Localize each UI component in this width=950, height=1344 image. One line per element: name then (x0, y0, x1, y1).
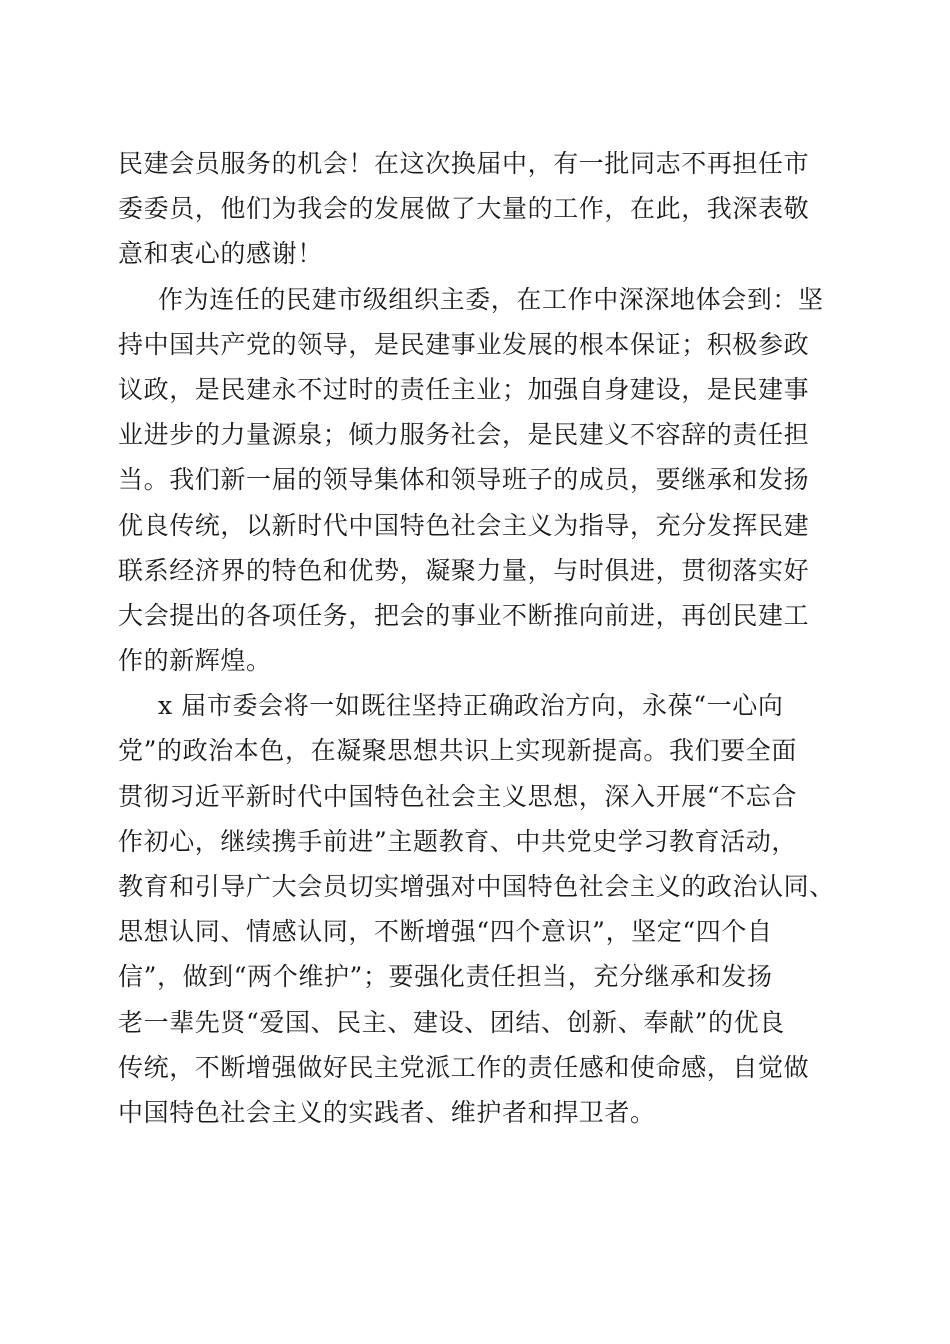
text-line: 教育和引导广大会员切实增强对中国特色社会主义的政治认同、 (118, 872, 835, 901)
text-line: 持中国共产党的领导，是民建事业发展的根本保证；积极参政 (118, 329, 810, 359)
text-line: 民建会员服务的机会！在这次换届中，有一批同志不再担任市 (118, 149, 810, 178)
text-line: 党”的政治本色，在凝聚思想共识上实现新提高。我们要全面 (118, 736, 797, 766)
text-line: 联系经济界的特色和优势，凝聚力量，与时俱进，贯彻落实好 (118, 555, 810, 585)
text-line: 作的新辉煌。 (118, 646, 272, 676)
text-line: 优良传统，以新时代中国特色社会主义为指导，充分发挥民建 (118, 510, 810, 540)
paragraph-1 (118, 141, 838, 277)
text-line: 贯彻习近平新时代中国特色社会主义思想，深入开展“不忘合 (118, 781, 797, 811)
text-line: 作初心，继续携手前进”主题教育、中共党史学习教育活动， (118, 826, 797, 856)
paragraph-3 (118, 683, 838, 1135)
text-line: 信”，做到“两个维护”；要强化责任担当，充分继承和发扬 (118, 962, 773, 992)
text-line: 老一辈先贤“爱国、民主、建设、团结、创新、奉献”的优良 (118, 1007, 785, 1037)
text-line: 大会提出的各项任务，把会的事业不断推向前进，再创民建工 (118, 600, 810, 630)
text-line: 中国特色社会主义的实践者、维护者和捍卫者。 (118, 1097, 656, 1127)
text-line: 委委员，他们为我会的发展做了大量的工作，在此，我深表敬 (118, 194, 810, 224)
text-line: 业进步的力量源泉；倾力服务社会，是民建义不容辞的责任担 (118, 420, 810, 450)
text-line: 意和衷心的感谢！ (118, 239, 323, 269)
text-line: 当。我们新一届的领导集体和领导班子的成员，要继承和发扬 (118, 465, 810, 495)
document-body (118, 141, 838, 1135)
text-line: 作为连任的民建市级组织主委，在工作中深深地体会到：坚 (158, 284, 824, 314)
text-line: 思想认同、情感认同，不断增强“四个意识”，坚定“四个自 (118, 917, 773, 947)
paragraph-2 (118, 277, 838, 684)
text-line: x 届市委会将一如既往坚持正确政治方向，永葆“一心向 (158, 691, 784, 721)
text-line: 传统，不断增强做好民主党派工作的责任感和使命感，自觉做 (118, 1052, 810, 1082)
text-line: 议政，是民建永不过时的责任主业；加强自身建设，是民建事 (118, 374, 810, 404)
